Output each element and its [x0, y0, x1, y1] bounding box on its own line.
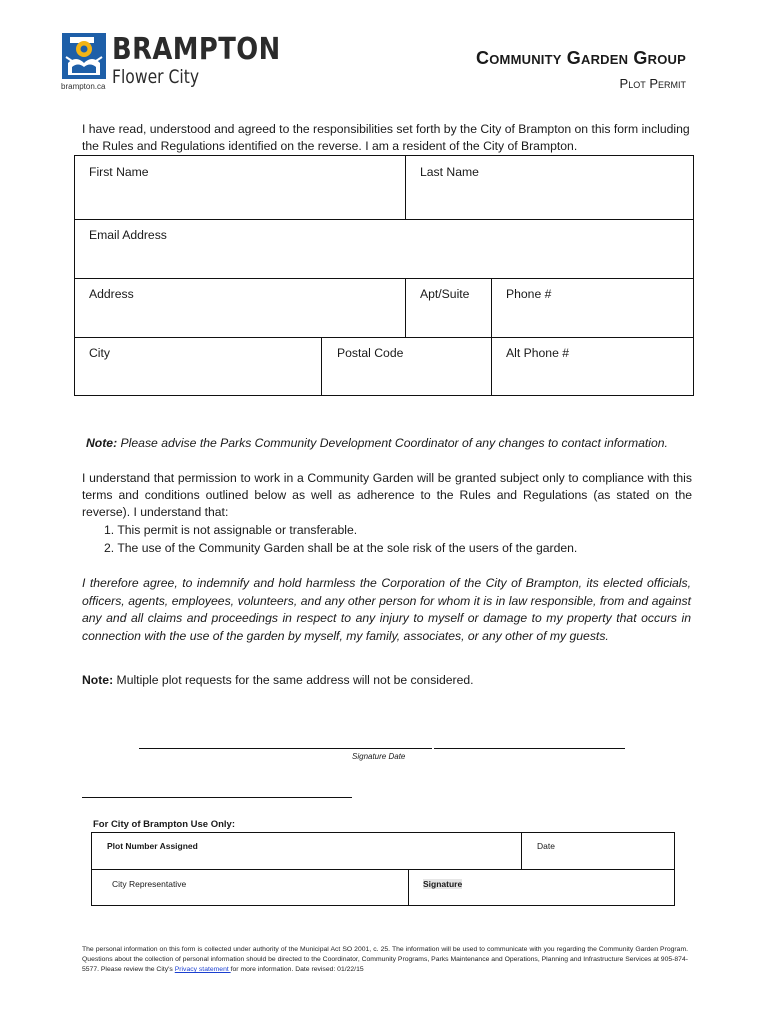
multiple-plot-note — [82, 673, 474, 687]
plot-number-field[interactable]: Plot Number Assigned — [107, 841, 198, 851]
footer-text: The personal information on this form is collected under authority of the Municipal Act SO 2001, c. 25. The information will be used to communicate with you regarding the Community Garden Program. Questions about the collection of personal information should be directed to the Coordinator, Community Programs, Parks Maintenance and Operations, Planning and Infrastructure Services at 905-874-5577. Please review the City's — [82, 946, 688, 973]
signature-date-caption: Signature Date — [352, 752, 406, 761]
logo-url: brampton.ca — [61, 82, 106, 91]
office-signature-field[interactable]: Signature — [423, 879, 463, 889]
city-representative-field[interactable]: City Representative — [112, 879, 187, 889]
alt-phone-field[interactable]: Alt Phone # — [506, 346, 570, 360]
address-field[interactable]: Address — [89, 287, 134, 301]
terms-list-item: 1. This permit is not assignable or transferable. — [104, 523, 358, 537]
footer-text-end: for more information. Date revised: 01/22/15 — [230, 966, 364, 973]
document-subtitle: Plot Permit — [619, 76, 686, 91]
date-line[interactable] — [434, 748, 625, 749]
apt-suite-field[interactable]: Apt/Suite — [420, 287, 470, 301]
privacy-statement-link[interactable]: Privacy statement — [174, 966, 231, 973]
document-title: Community Garden Group — [476, 48, 686, 68]
logo-title: BRAMPTON — [112, 32, 281, 67]
office-date-field[interactable]: Date — [537, 841, 555, 851]
contact-info-table — [74, 155, 694, 396]
note-text: Multiple plot requests for the same address will not be considered. — [116, 673, 474, 687]
brampton-logo-icon — [62, 33, 106, 79]
phone-field[interactable]: Phone # — [506, 287, 552, 301]
contact-change-note — [86, 436, 668, 450]
note-text: Please advise the Parks Community Development Coordinator of any changes to contact information. — [120, 436, 668, 450]
office-use-table — [91, 832, 675, 906]
signature-line[interactable] — [139, 748, 432, 749]
indemnity-paragraph: I therefore agree, to indemnify and hold harmless the Corporation of the City of Brampton, its elected officials, officers, agents, employees, volunteers, and any other person for whom it is in law responsible, from and against any and all claims and proceedings in respect to any injury to myself or damage to my property that occurs in connection with the use of the garden by myself, my family, associates, or any other of my guests. — [82, 576, 691, 643]
note-label: Note: — [86, 436, 118, 450]
first-name-field[interactable]: First Name — [89, 165, 149, 179]
note-label: Note: — [82, 673, 114, 687]
postal-code-field[interactable]: Postal Code — [337, 346, 404, 360]
last-name-field[interactable]: Last Name — [420, 165, 479, 179]
blank-line[interactable] — [82, 797, 352, 798]
terms-list-item: 2. The use of the Community Garden shall be at the sole risk of the users of the garden. — [104, 541, 578, 555]
email-field[interactable]: Email Address — [89, 228, 167, 242]
terms-paragraph: I understand that permission to work in a Community Garden will be granted subject only to compliance with this terms and conditions outlined below as well as adherence to the Rules and Regulations (as stated on the reverse). I understand that: — [82, 471, 692, 519]
office-use-title: For City of Brampton Use Only: — [93, 819, 235, 830]
logo-subtitle: Flower City — [112, 66, 200, 88]
city-field[interactable]: City — [89, 346, 110, 360]
intro-paragraph: I have read, understood and agreed to the responsibilities set forth by the City of Brampton on this form including the Rules and Regulations identified on the reverse. I am a resident of the City of Brampton. — [82, 122, 690, 153]
privacy-footer — [82, 945, 688, 975]
